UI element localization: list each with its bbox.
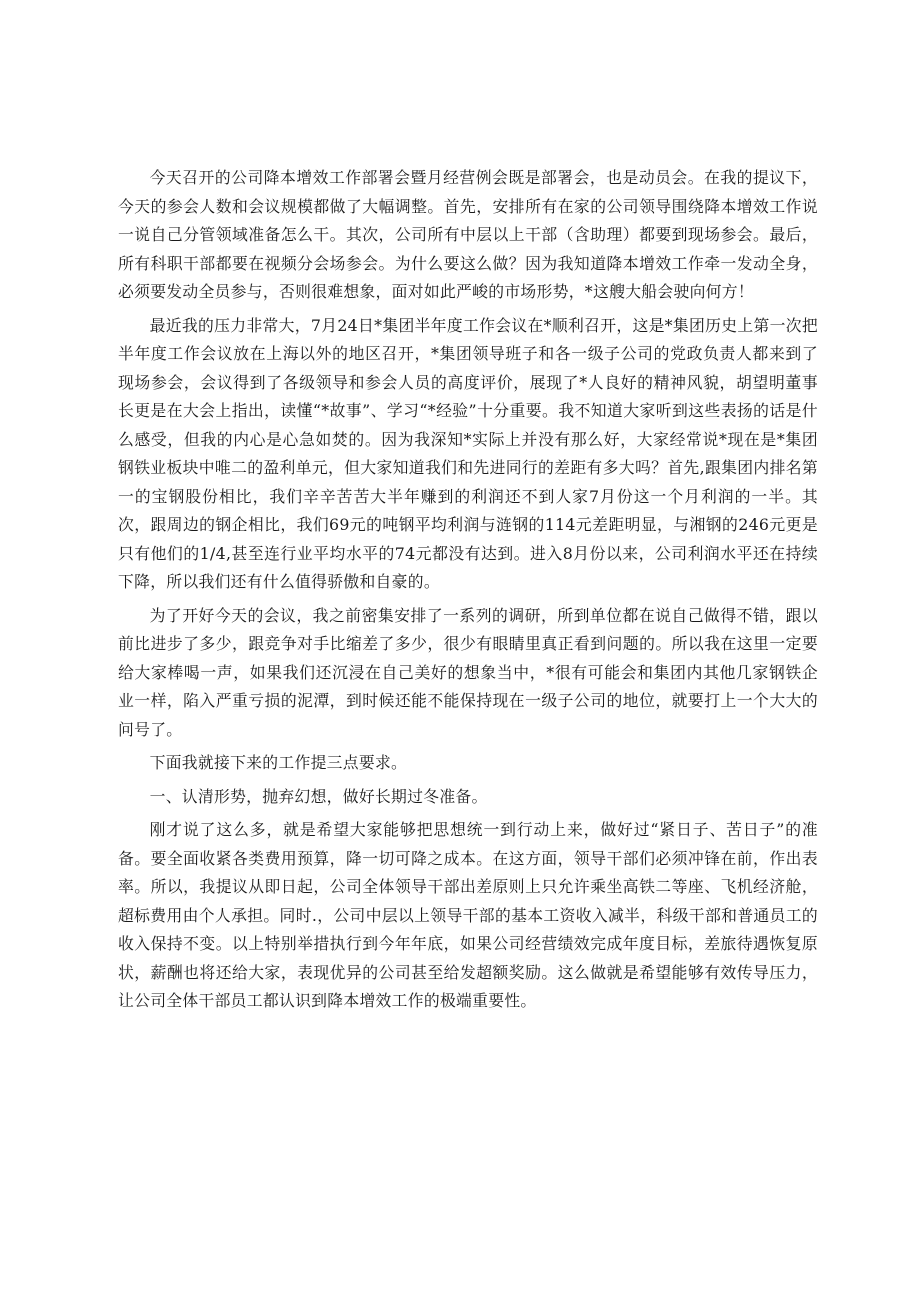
- paragraph-requirements-intro: 下面我就接下来的工作提三点要求。: [149, 753, 408, 772]
- paragraph-opening: 今天召开的公司降本增效工作部署会暨月经营例会既是部署会，也是动员会。在我的提议下，今天的参会人数和会议规模都做了大幅调整。首先，安排所有在家的公司领导围绕降本增效工作说一说自己分管领域准备怎么干。其次，公司所有中层以上干部（含助理）都要到现场参会。最后，所有科职干部都要在视频分会场参会。为什么要这么做？因为我知道降本增效工作牵一发动全身，必须要发动全员参与，否则很难想象，面对如此严峻的市场形势，*这艘大船会驶向何方！: [118, 168, 818, 301]
- paragraph-pressure: 最近我的压力非常大，7月24日*集团半年度工作会议在*顺利召开，这是*集团历史上第一次把半年度工作会议放在上海以外的地区召开，*集团领导班子和各一级子公司的党政负责人都来到了现场参会，会议得到了各级领导和参会人员的高度评价，展现了*人良好的精神风貌，胡望明董事长更是在大会上指出，读懂“*故事”、学习“*经验”十分重要。我不知道大家听到这些表扬的话是什么感受，但我的内心是心急如焚的。因为我深知*实际上并没有那么好，大家经常说*现在是*集团钢铁业板块中唯二的盈利单元，但大家知道我们和先进同行的差距有多大吗？首先,跟集团内排名第一的宝钢股份相比，我们辛辛苦苦大半年赚到的利润还不到人家7月份这一个月利润的一半。其次，跟周边的钢企相比，我们69元的吨钢平均利润与涟钢的114元差距明显，与湘钢的246元更是只有他们的1/4,甚至连行业平均水平的74元都没有达到。进入8月份以来，公司利润水平还在持续下降，所以我们还有什么值得骄傲和自豪的。: [118, 315, 818, 591]
- document-body: [118, 164, 818, 1016]
- paragraph-austerity: 刚才说了这么多，就是希望大家能够把思想统一到行动上来，做好过“紧日子、苦日子”的准备。要全面收紧各类费用预算，降一切可降之成本。在这方面，领导干部们必须冲锋在前，作出表率。所以，我提议从即日起，公司全体领导干部出差原则上只允许乘坐高铁二等座、飞机经济舱，超标费用由个人承担。同时.，公司中层以上领导干部的基本工资收入减半，科级干部和普通员工的收入保持不变。以上特别举措执行到今年年底，如果公司经营绩效完成年度目标，差旅待遇恢复原状，薪酬也将还给大家，表现优异的公司甚至给发超额奖励。这么做就是希望能够有效传导压力，让公司全体干部员工都认识到降本增效工作的极端重要性。: [118, 820, 818, 1010]
- paragraph-research: 为了开好今天的会议，我之前密集安排了一系列的调研，所到单位都在说自己做得不错，跟以前比进步了多少，跟竞争对手比缩差了多少，很少有眼睛里真正看到问题的。所以我在这里一定要给大家棒喝一声，如果我们还沉浸在自己美好的想象当中，*很有可能会和集团内其他几家钢铁企业一样，陷入严重亏损的泥潭，到时候还能不能保持现在一级子公司的地位，就要打上一个大大的问号了。: [118, 605, 818, 739]
- section-heading-1: 一、认清形势，抛弃幻想，做好长期过冬准备。: [149, 786, 488, 806]
